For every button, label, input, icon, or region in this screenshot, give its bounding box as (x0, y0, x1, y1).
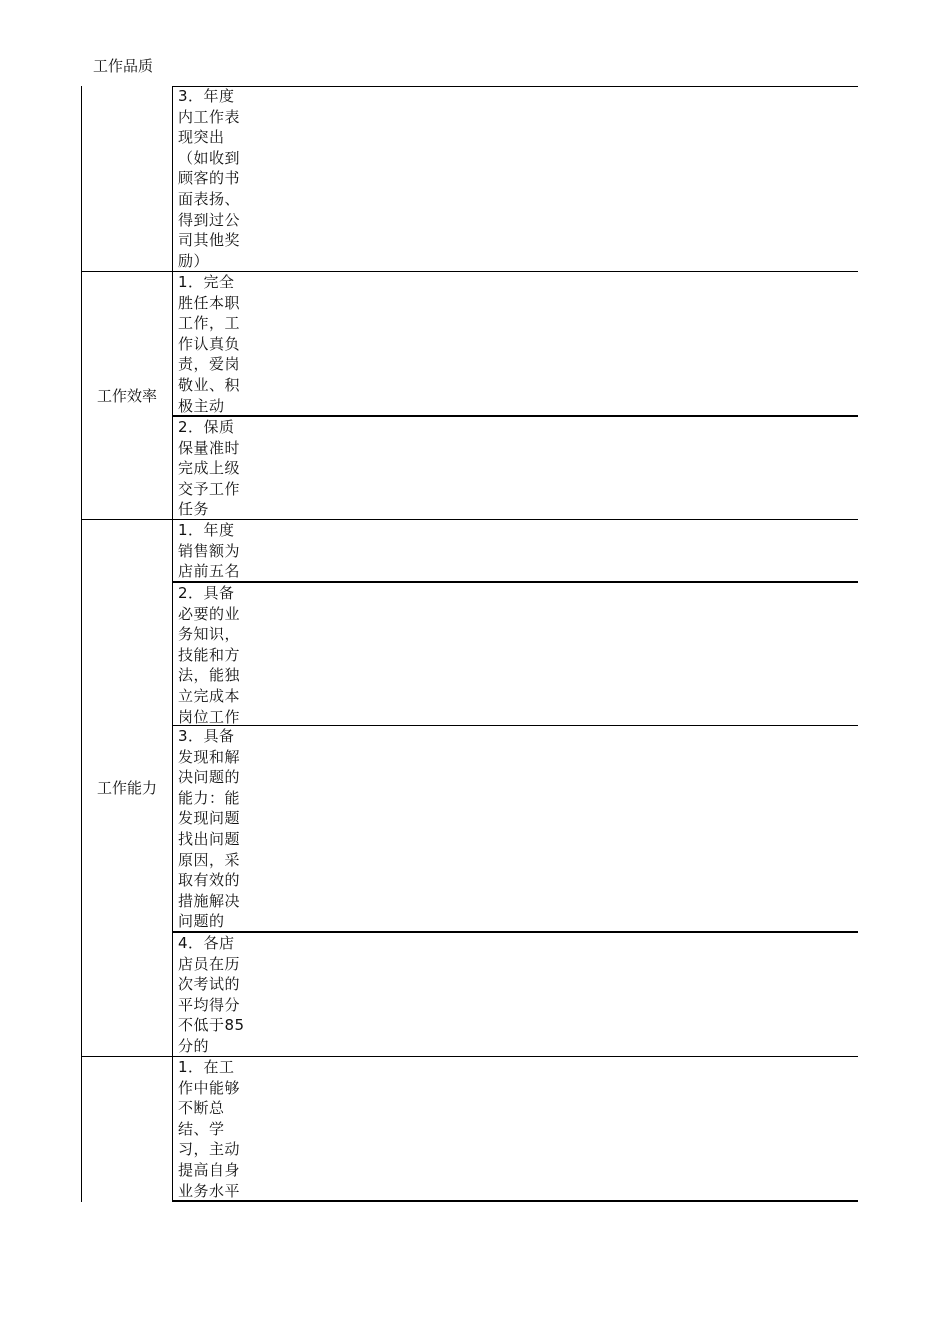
row-divider (172, 415, 858, 417)
table-left-border (81, 86, 82, 1202)
table-divider (172, 86, 173, 1202)
item-text: 1．年度销售额为店前五名 (178, 521, 241, 581)
item-text: 3．年度内工作表现突出（如收到顾客的书面表扬、得到过公司其他奖励） (178, 87, 241, 270)
item-text: 2．保质保量准时完成上级交予工作任务 (178, 418, 241, 519)
item-text: 1．完全胜任本职工作，工作认真负责，爱岗敬业、积极主动 (178, 273, 241, 415)
row-divider (172, 581, 858, 583)
category-label-ability: 工作能力 (96, 779, 157, 797)
row-divider (172, 725, 858, 726)
item-text: 4．各店店员在历次考试的平均得分不低于85分的 (178, 934, 245, 1055)
section-heading-quality: 工作品质 (93, 57, 154, 75)
item-text: 1．在工作中能够不断总结、学习，主动提高自身业务水平 (178, 1058, 241, 1200)
category-label-efficiency: 工作效率 (96, 387, 157, 405)
item-text: 2．具备必要的业务知识，技能和方法，能独立完成本岗位工作 (178, 584, 241, 725)
row-top-border (172, 86, 858, 87)
row-bottom-border (172, 1200, 858, 1202)
row-divider (172, 931, 858, 933)
item-text: 3．具备发现和解决问题的能力：能发现问题找出问题原因，采取有效的措施解决问题的 (178, 727, 241, 931)
